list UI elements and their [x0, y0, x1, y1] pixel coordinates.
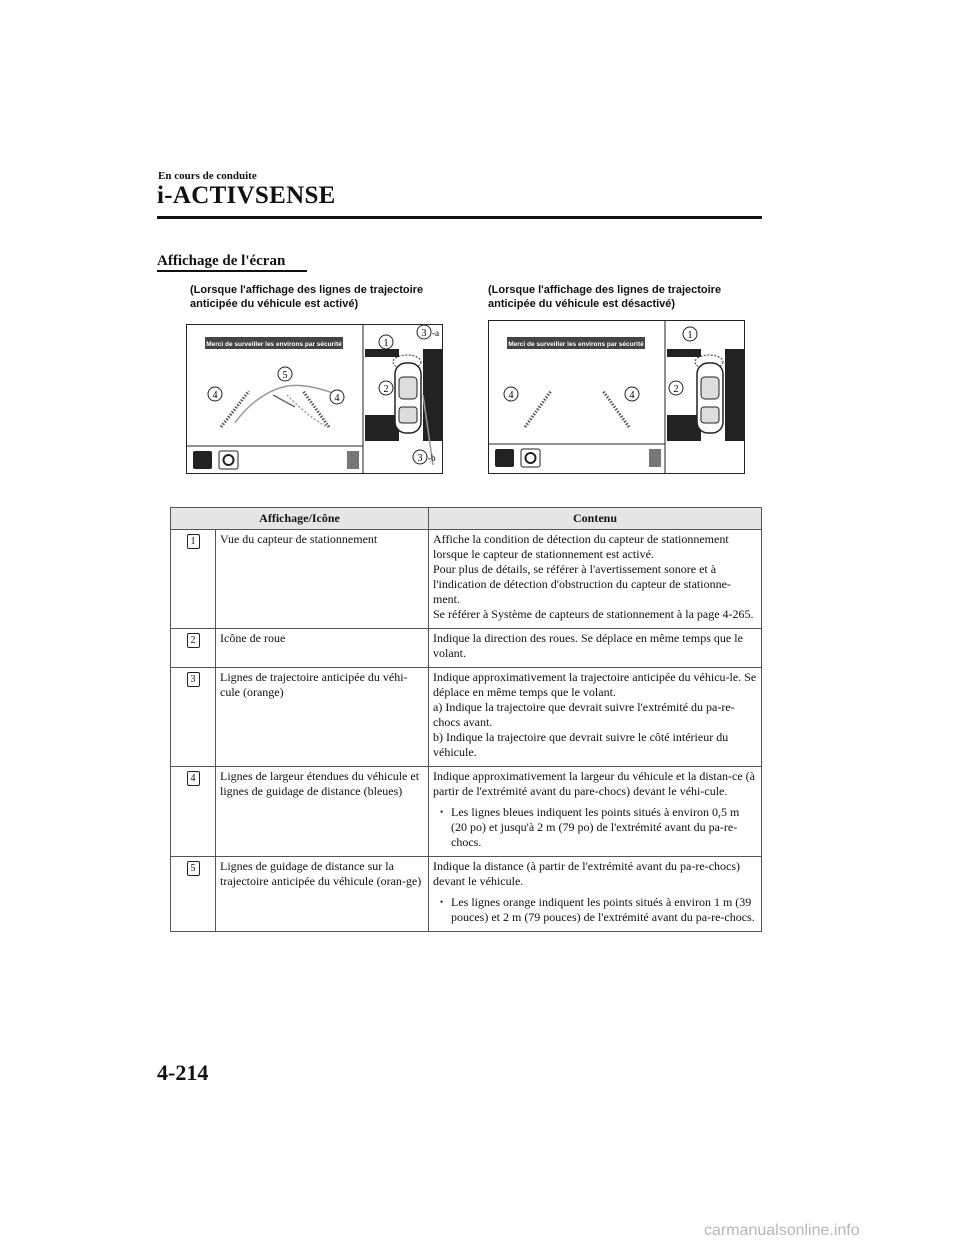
item-description: Indique approximativement la largeur du véhicule et la distan-ce (à partir de l'extrémité avant du pare-chocs) devant le véhi-cule. [433, 769, 755, 798]
item-bullet: • Les lignes bleues indiquent les points situés à environ 0,5 m (20 po) et jusqu'à 2 m (79 po) de l'extrémité avant du pa-re-chocs. [433, 805, 757, 850]
camera-view-icon [495, 449, 514, 467]
figure-caption-right: (Lorsque l'affichage des lignes de trajectoire anticipée du véhicule est désactivé) [488, 284, 722, 310]
item-bullet: • Les lignes orange indiquent les points situés à environ 1 m (39 pouces) et 2 m (79 pouces) de l'extrémité avant du pa-re-chocs. [433, 895, 757, 925]
section-heading: Affichage de l'écran [157, 253, 286, 269]
settings-icon [219, 451, 238, 469]
table-row [171, 668, 762, 767]
section-label: En cours de conduite [158, 170, 257, 182]
item-number-icon: 5 [187, 861, 200, 876]
svg-text:-a: -a [432, 328, 439, 338]
chapter-title: i-ACTIVSENSE [157, 182, 336, 209]
svg-text:1: 1 [383, 338, 389, 349]
svg-text:4: 4 [212, 390, 218, 401]
safety-banner-text: Merci de surveiller les environs par sécurité [206, 341, 342, 348]
item-description: Indique approximativement la trajectoire anticipée du véhicu-le. Se déplace en même temps que le volant. a) Indique la trajectoire que devrait suivre l'extrémité du pa-re-chocs avant. b) Indique la trajectoire que devrait suivre le côté intérieur du véhicule. [433, 670, 757, 759]
sensor-icon [347, 451, 359, 469]
item-content [429, 857, 762, 932]
svg-text:3: 3 [417, 453, 423, 464]
page-number: 4-214 [157, 1060, 209, 1085]
table-row [171, 629, 762, 668]
screen-illustration-lines-on [186, 324, 443, 474]
svg-text:3: 3 [421, 328, 427, 339]
sensor-icon [649, 449, 661, 467]
item-label: Lignes de guidage de distance sur la trajectoire anticipée du véhicule (oran-ge) [216, 857, 429, 932]
heading-underline [157, 270, 307, 272]
watermark: carmanualsonline.info [704, 1222, 860, 1239]
item-number-icon: 1 [187, 534, 200, 549]
item-description: Affiche la condition de détection du capteur de stationnement lorsque le capteur de stationnement est activé. Pour plus de détails, se référer à l'avertissement sonore et à l'indication de détection d'obstruction du capteur de stationne-ment. Se référer à Système de capteurs de stationnement à la page 4-265. [433, 532, 754, 621]
item-number-icon: 4 [187, 771, 200, 786]
item-label: Icône de roue [216, 629, 429, 668]
svg-text:5: 5 [282, 370, 288, 381]
camera-view-icon [193, 451, 212, 469]
figure-caption-left: (Lorsque l'affichage des lignes de trajectoire anticipée du véhicule est activé) [190, 284, 424, 310]
safety-banner-text: Merci de surveiller les environs par sécurité [508, 341, 644, 348]
table-row [171, 530, 762, 629]
col-header-display: Affichage/Icône [171, 508, 429, 530]
item-label: Lignes de largeur étendues du véhicule et lignes de guidage de distance (bleues) [216, 767, 429, 857]
item-label: Vue du capteur de stationnement [216, 530, 429, 629]
info-table [170, 507, 762, 932]
item-content [429, 629, 762, 668]
svg-text:4: 4 [629, 390, 635, 401]
header-rule [157, 216, 762, 219]
svg-text:2: 2 [673, 384, 679, 395]
car-top-view-left [365, 349, 442, 465]
svg-text:1: 1 [687, 330, 693, 341]
svg-text:4: 4 [508, 390, 514, 401]
svg-text:2: 2 [383, 384, 389, 395]
item-number-icon: 3 [187, 672, 200, 687]
item-number-icon: 2 [187, 633, 200, 648]
item-description: Indique la distance (à partir de l'extrémité avant du pa-re-chocs) devant le véhicule. [433, 859, 741, 888]
item-label: Lignes de trajectoire anticipée du véhi-cule (orange) [216, 668, 429, 767]
svg-text:-b: -b [428, 453, 436, 463]
table-row [171, 857, 762, 932]
width-lines-right [525, 391, 629, 427]
table-row [171, 767, 762, 857]
svg-text:4: 4 [334, 393, 340, 404]
col-header-content: Contenu [429, 508, 762, 530]
screen-illustration-lines-off [488, 320, 745, 474]
settings-icon [521, 449, 540, 467]
item-description: Indique la direction des roues. Se déplace en même temps que le volant. [433, 631, 743, 660]
item-content [429, 767, 762, 857]
item-content [429, 530, 762, 629]
item-content [429, 668, 762, 767]
